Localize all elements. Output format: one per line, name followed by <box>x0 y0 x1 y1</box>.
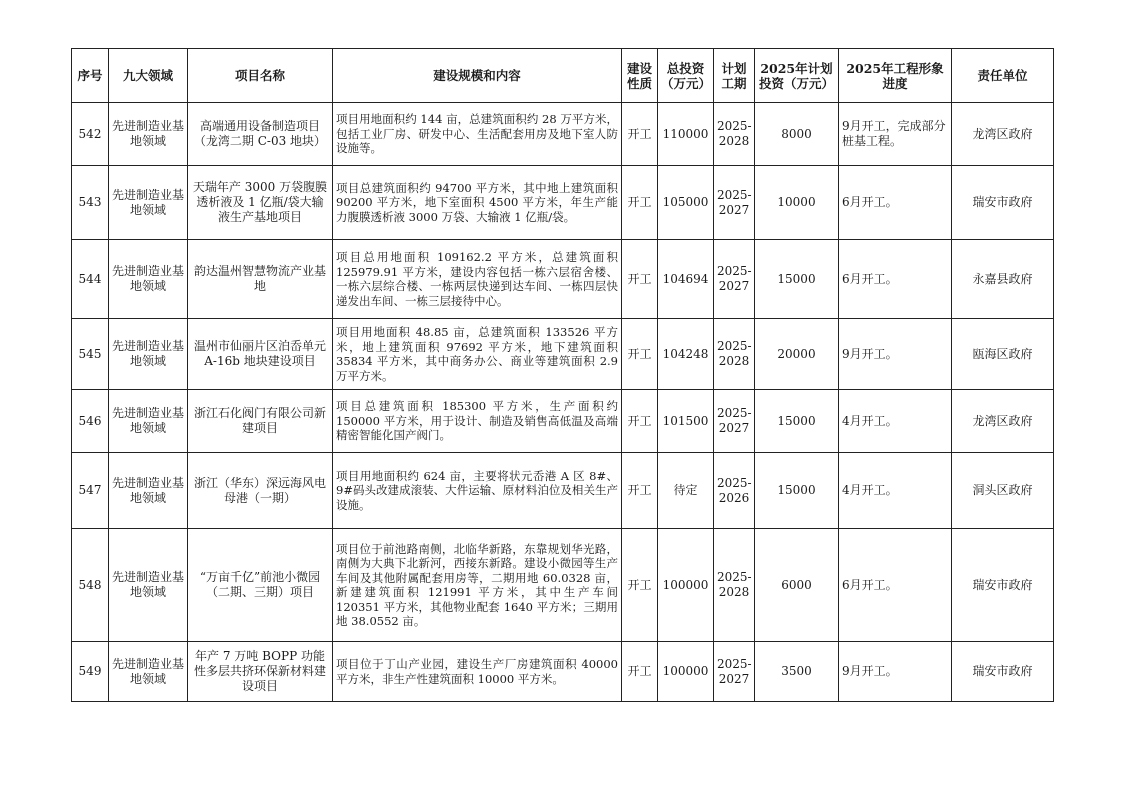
project-scope: 项目用地面积约 144 亩，总建筑面积约 28 万平方米，包括工业厂房、研发中心、生活配套用房及地下室人防设施等。 <box>333 103 622 166</box>
planned-investment-2025: 8000 <box>755 103 839 166</box>
row-number: 547 <box>72 453 109 529</box>
field-cell: 先进制造业基地领域 <box>109 390 188 453</box>
row-number: 544 <box>72 240 109 319</box>
construction-nature: 开工 <box>622 390 658 453</box>
planned-investment-2025: 20000 <box>755 319 839 390</box>
construction-period: 2025-2028 <box>714 529 755 642</box>
project-scope: 项目总建筑面积约 94700 平方米，其中地上建筑面积 90200 平方米，地下室面积 4500 平方米，年生产能力腹膜透析液 3000 万袋、大输液 1 亿瓶/袋。 <box>333 166 622 240</box>
field-cell: 先进制造业基地领域 <box>109 453 188 529</box>
table-row <box>72 319 1054 390</box>
planned-investment-2025: 15000 <box>755 453 839 529</box>
planned-investment-2025: 15000 <box>755 390 839 453</box>
progress-2025: 6月开工。 <box>839 529 952 642</box>
field-cell: 先进制造业基地领域 <box>109 642 188 702</box>
table-row <box>72 103 1054 166</box>
table-row <box>72 166 1054 240</box>
construction-nature: 开工 <box>622 166 658 240</box>
responsible-unit: 瑞安市政府 <box>952 529 1054 642</box>
construction-period: 2025-2028 <box>714 103 755 166</box>
project-name: “万亩千亿”前池小微园（二期、三期）项目 <box>188 529 333 642</box>
table-row <box>72 642 1054 702</box>
planned-investment-2025: 15000 <box>755 240 839 319</box>
row-number: 548 <box>72 529 109 642</box>
field-cell: 先进制造业基地领域 <box>109 103 188 166</box>
header-cell: 2025年计划投资（万元） <box>755 49 839 103</box>
header-cell: 九大领域 <box>109 49 188 103</box>
project-name: 天瑞年产 3000 万袋腹膜透析液及 1 亿瓶/袋大输液生产基地项目 <box>188 166 333 240</box>
project-name: 浙江石化阀门有限公司新建项目 <box>188 390 333 453</box>
progress-2025: 4月开工。 <box>839 390 952 453</box>
responsible-unit: 龙湾区政府 <box>952 390 1054 453</box>
field-cell: 先进制造业基地领域 <box>109 166 188 240</box>
project-name: 温州市仙丽片区泊岙单元 A-16b 地块建设项目 <box>188 319 333 390</box>
total-investment: 100000 <box>658 642 714 702</box>
construction-period: 2025-2027 <box>714 642 755 702</box>
responsible-unit: 龙湾区政府 <box>952 103 1054 166</box>
planned-investment-2025: 6000 <box>755 529 839 642</box>
responsible-unit: 瑞安市政府 <box>952 642 1054 702</box>
progress-2025: 9月开工，完成部分桩基工程。 <box>839 103 952 166</box>
table-header <box>72 49 1054 103</box>
progress-2025: 6月开工。 <box>839 240 952 319</box>
project-name: 韵达温州智慧物流产业基地 <box>188 240 333 319</box>
responsible-unit: 瑞安市政府 <box>952 166 1054 240</box>
total-investment: 104694 <box>658 240 714 319</box>
progress-2025: 9月开工。 <box>839 642 952 702</box>
construction-period: 2025-2027 <box>714 390 755 453</box>
row-number: 549 <box>72 642 109 702</box>
header-cell: 2025年工程形象进度 <box>839 49 952 103</box>
project-name: 高端通用设备制造项目（龙湾二期 C-03 地块） <box>188 103 333 166</box>
total-investment: 101500 <box>658 390 714 453</box>
row-number: 542 <box>72 103 109 166</box>
project-scope: 项目用地面积约 624 亩，主要将状元岙港 A 区 8#、9#码头改建成滚装、大件运输、原材料泊位及相关生产设施。 <box>333 453 622 529</box>
construction-nature: 开工 <box>622 103 658 166</box>
construction-period: 2025-2028 <box>714 319 755 390</box>
construction-nature: 开工 <box>622 529 658 642</box>
project-scope: 项目总用地面积 109162.2 平方米，总建筑面积 125979.91 平方米，建设内容包括一栋六层宿舍楼、一栋六层综合楼、一栋两层快递到达车间、一栋四层快递发出车间、一栋三层接待中心。 <box>333 240 622 319</box>
total-investment: 待定 <box>658 453 714 529</box>
construction-period: 2025-2026 <box>714 453 755 529</box>
total-investment: 110000 <box>658 103 714 166</box>
field-cell: 先进制造业基地领域 <box>109 240 188 319</box>
project-scope: 项目总建筑面积 185300 平方米，生产面积约 150000 平方米，用于设计、制造及销售高低温及高端精密智能化国产阀门。 <box>333 390 622 453</box>
header-cell: 建设性质 <box>622 49 658 103</box>
responsible-unit: 永嘉县政府 <box>952 240 1054 319</box>
project-table <box>71 48 1054 702</box>
header-cell: 建设规模和内容 <box>333 49 622 103</box>
row-number: 543 <box>72 166 109 240</box>
construction-nature: 开工 <box>622 642 658 702</box>
field-cell: 先进制造业基地领域 <box>109 319 188 390</box>
progress-2025: 6月开工。 <box>839 166 952 240</box>
planned-investment-2025: 3500 <box>755 642 839 702</box>
header-cell: 总投资（万元） <box>658 49 714 103</box>
project-scope: 项目用地面积 48.85 亩，总建筑面积 133526 平方米，地上建筑面积 97692 平方米，地下建筑面积 35834 平方米，其中商务办公、商业等建筑面积 2.9 万平方米。 <box>333 319 622 390</box>
row-number: 545 <box>72 319 109 390</box>
project-scope: 项目位于丁山产业园，建设生产厂房建筑面积 40000 平方米，非生产性建筑面积 10000 平方米。 <box>333 642 622 702</box>
construction-period: 2025-2027 <box>714 240 755 319</box>
total-investment: 105000 <box>658 166 714 240</box>
progress-2025: 4月开工。 <box>839 453 952 529</box>
responsible-unit: 瓯海区政府 <box>952 319 1054 390</box>
total-investment: 100000 <box>658 529 714 642</box>
project-name: 浙江（华东）深远海风电母港（一期） <box>188 453 333 529</box>
header-cell: 项目名称 <box>188 49 333 103</box>
construction-period: 2025-2027 <box>714 166 755 240</box>
project-scope: 项目位于前池路南侧，北临华新路，东靠规划华光路，南侧为大典下北新河，西接东新路。建设小微园等生产车间及其他附属配套用房等，二期用地 60.0328 亩，新建建筑面积 121991 平方米，其中生产车间 120351 平方米，其他物业配套 1640 平方米；三期用地 38.0552 亩。 <box>333 529 622 642</box>
table-row <box>72 529 1054 642</box>
header-cell: 计划工期 <box>714 49 755 103</box>
responsible-unit: 洞头区政府 <box>952 453 1054 529</box>
table-row <box>72 390 1054 453</box>
total-investment: 104248 <box>658 319 714 390</box>
construction-nature: 开工 <box>622 240 658 319</box>
progress-2025: 9月开工。 <box>839 319 952 390</box>
table-row <box>72 240 1054 319</box>
row-number: 546 <box>72 390 109 453</box>
construction-nature: 开工 <box>622 453 658 529</box>
field-cell: 先进制造业基地领域 <box>109 529 188 642</box>
planned-investment-2025: 10000 <box>755 166 839 240</box>
project-name: 年产 7 万吨 BOPP 功能性多层共挤环保新材料建设项目 <box>188 642 333 702</box>
construction-nature: 开工 <box>622 319 658 390</box>
header-cell: 责任单位 <box>952 49 1054 103</box>
table-row <box>72 453 1054 529</box>
header-cell: 序号 <box>72 49 109 103</box>
